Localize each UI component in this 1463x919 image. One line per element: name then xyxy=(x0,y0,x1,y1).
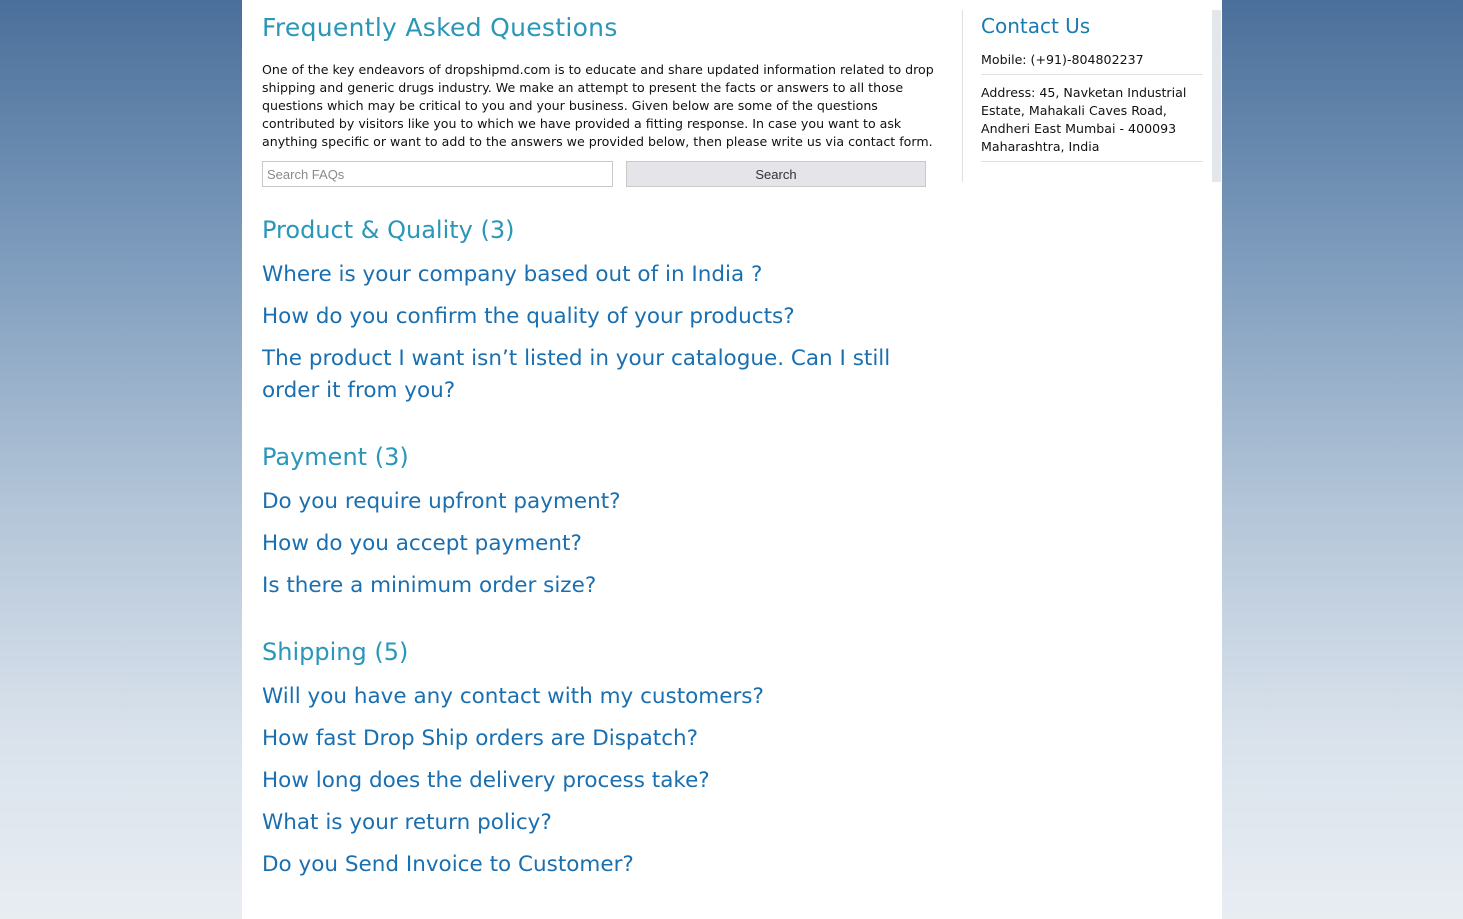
contact-title: Contact Us xyxy=(981,14,1091,38)
contact-mobile: Mobile: (+91)-804802237 xyxy=(981,42,1203,75)
contact-address: Address: 45, Navketan Industrial Estate, Mahakali Caves Road, Andheri East Mumbai - 400093 Maharashtra, India xyxy=(981,75,1203,162)
sidebar-scrollbar[interactable] xyxy=(1212,10,1221,182)
category-title: Product & Quality (3) xyxy=(262,216,515,244)
category-title: Shipping (5) xyxy=(262,638,409,666)
page-content xyxy=(242,0,1222,919)
sidebar-divider xyxy=(962,10,963,182)
faq-question-link[interactable]: Is there a minimum order size? xyxy=(262,573,597,598)
search-input[interactable] xyxy=(262,161,613,187)
contact-sidebar xyxy=(981,10,1203,162)
faq-question-link[interactable]: Do you Send Invoice to Customer? xyxy=(262,852,634,877)
faq-question-link[interactable]: How fast Drop Ship orders are Dispatch? xyxy=(262,726,699,751)
spacer xyxy=(262,602,942,635)
faq-question-link[interactable]: How do you confirm the quality of your products? xyxy=(262,304,795,329)
faq-question-link[interactable]: What is your return policy? xyxy=(262,810,552,835)
spacer xyxy=(262,407,942,440)
faq-question-link[interactable]: How long does the delivery process take? xyxy=(262,768,710,793)
category-shipping xyxy=(262,635,942,881)
search-button[interactable]: Search xyxy=(626,161,926,187)
faq-question-link[interactable]: The product I want isn’t listed in your catalogue. Can I still order it from you? xyxy=(262,346,891,403)
page-title: Frequently Asked Questions xyxy=(262,13,618,42)
search-bar xyxy=(262,161,942,189)
faq-question-link[interactable]: Do you require upfront payment? xyxy=(262,489,621,514)
faq-main xyxy=(262,10,942,881)
category-payment xyxy=(262,440,942,602)
faq-question-link[interactable]: Will you have any contact with my customers? xyxy=(262,684,764,709)
intro-text: One of the key endeavors of dropshipmd.com is to educate and share updated information related to drop shipping and generic drugs industry. We make an attempt to present the facts or answers to all those questions which may be critical to you and your business. Given below are some of the questions contributed by visitors like you to which we have provided a fitting response. In case you want to ask anything specific or want to add to the answers we provided below, then please write us via contact form. xyxy=(262,62,934,149)
category-title: Payment (3) xyxy=(262,443,409,471)
faq-question-link[interactable]: Where is your company based out of in India ? xyxy=(262,262,763,287)
faq-question-link[interactable]: How do you accept payment? xyxy=(262,531,582,556)
category-product-quality xyxy=(262,213,942,407)
